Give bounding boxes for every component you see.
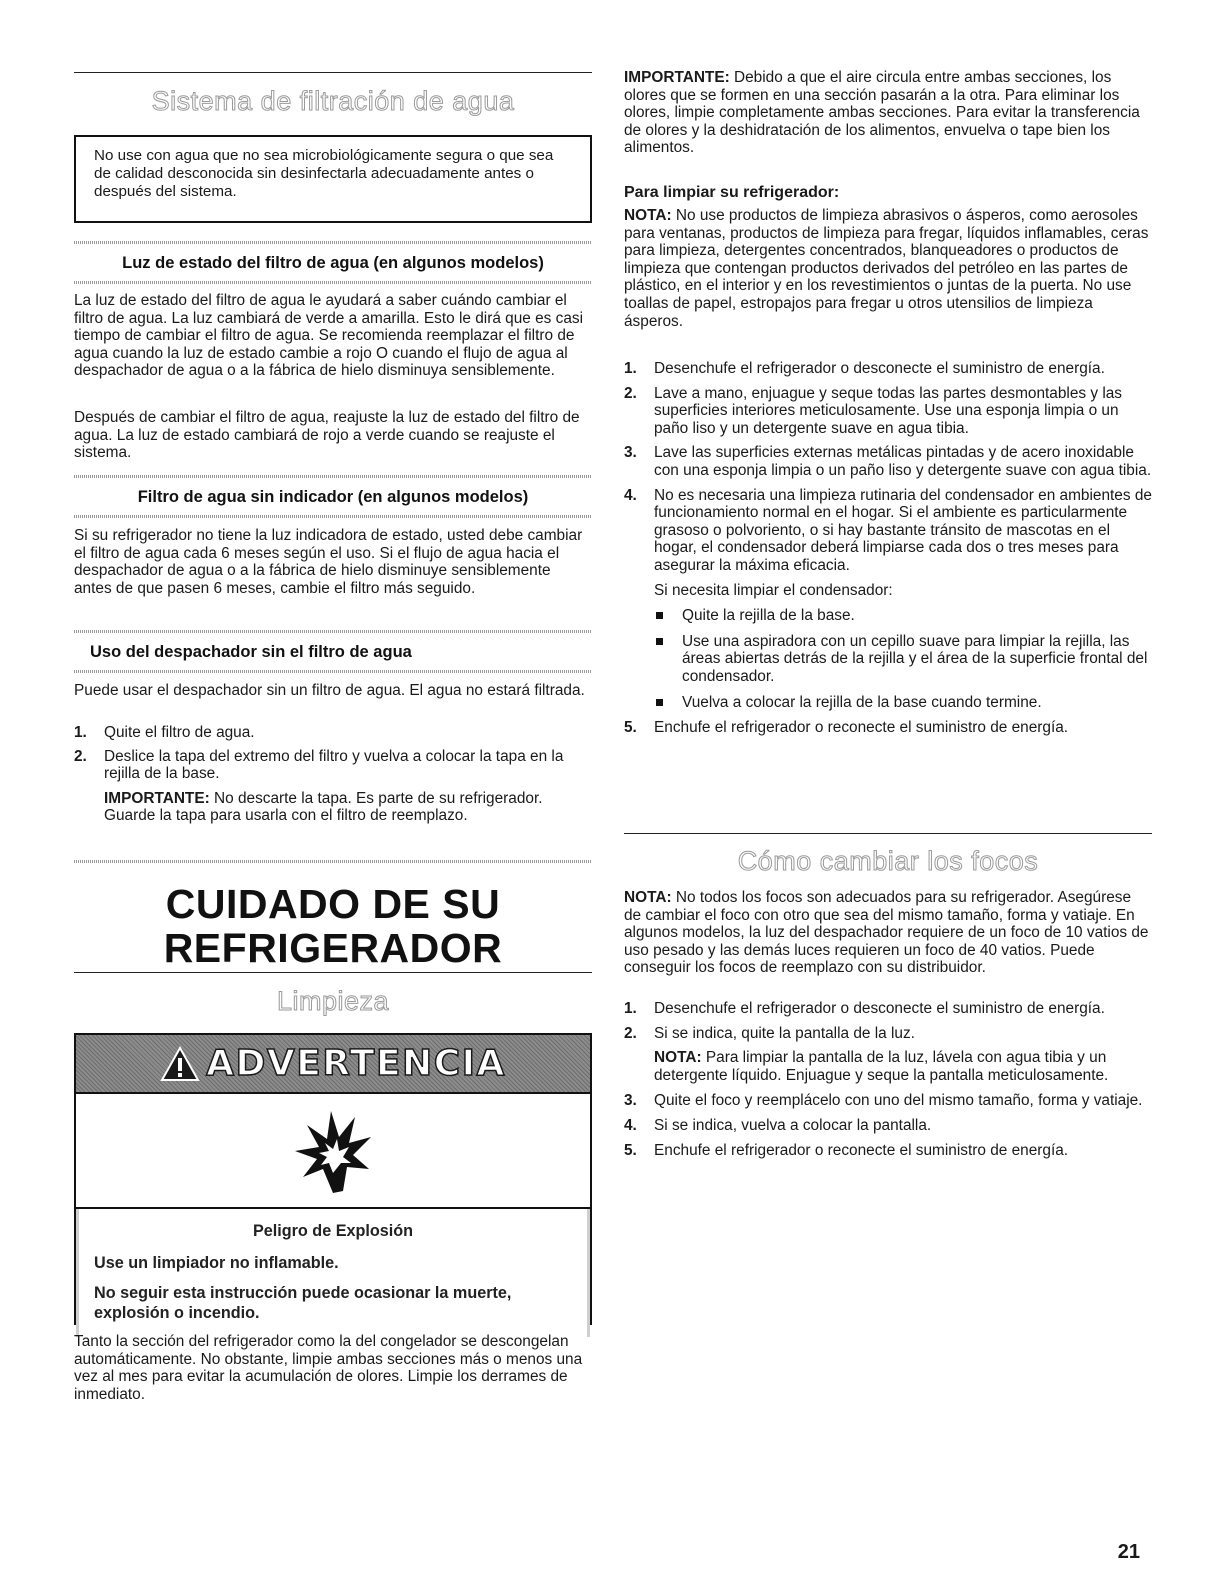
list-item: 2. Si se indica, quite la pantalla de la luz.: [624, 1024, 915, 1042]
notice-text: No use con agua que no sea microbiológicamente segura o que sea de calidad desconocida sin desinfectarla adecuadamente antes o después del sistema.: [94, 147, 554, 200]
bullet-item: Vuelva a colocar la rejilla de la base cuando termine.: [624, 694, 1152, 712]
care-title: CUIDADO DE SU REFRIGERADOR: [163, 881, 503, 971]
divider: [74, 281, 592, 284]
status-light-heading: Luz de estado del filtro de agua (en algunos modelos): [122, 254, 544, 272]
no-filter-steps: [74, 724, 592, 825]
clean-nota: NOTA: No use productos de limpieza abrasivos o ásperos, como aerosoles para ventanas, productos de limpieza para fregar, líquidos inflamables, ceras para limpieza, detergentes concentrados, blanqueadores o productos de limpieza que contengan productos derivados del petróleo en las partes de plástico, en el interior y en los revestimientos o juntas de la puerta. No use toallas de papel, estropajos para fregar u otros utensilios de limpieza ásperos.: [624, 207, 1149, 330]
warning-triangle-icon: [160, 1046, 200, 1082]
after-warning-text: Tanto la sección del refrigerador como la del congelador se descongelan automáticamente. No obstante, limpie ambas secciones más o menos una vez al mes para evitar la acumulación de olores. Limpie los derrames de inmediato.: [74, 1333, 583, 1403]
status-light-p2: Después de cambiar el filtro de agua, reajuste la luz de estado del filtro de agua. La luz de estado cambiará de rojo a verde cuando se reajuste el sistema.: [74, 409, 580, 462]
clean-steps: [624, 360, 1152, 737]
no-indicator-p1: Si su refrigerador no tiene la luz indicadora de estado, usted debe cambiar el filtro de agua cada 6 meses según el uso. Si el flujo de agua hacia el despachador de agua o a la fábrica de hielo disminuye sensiblemente antes de que pasen 6 meses, cambie el filtro más seguido.: [74, 527, 583, 597]
page-number: 21: [1117, 1541, 1140, 1563]
clean-heading: Para limpiar su refrigerador:: [624, 184, 840, 201]
status-light-p1: La luz de estado del filtro de agua le ayudará a saber cuándo cambiar el filtro de agua. La luz cambiará de verde a amarilla. Esto le dirá que es casi tiempo de cambiar el filtro de agua. Se recomienda reemplazar el filtro de agua cuando la luz de estado cambie a rojo O cuando el flujo de agua al despachador de agua o a la fábrica de hielo disminuya sensiblemente.: [74, 292, 584, 380]
divider: [74, 72, 592, 73]
list-item: 2. Lave a mano, enjuague y seque todas las partes desmontables y las superficies interiores meticulosamente. Use una esponja limpia o un paño liso y un detergente suave en agua tibia.: [624, 384, 1123, 437]
bullet-square-icon: [656, 699, 663, 706]
list-item: 5. Enchufe el refrigerador o reconecte el suministro de energía.: [624, 1141, 1069, 1159]
list-item: 5. Enchufe el refrigerador o reconecte el suministro de energía.: [624, 719, 1069, 737]
divider: [74, 630, 592, 633]
divider: [74, 670, 592, 673]
bullet-item: Quite la rejilla de la base.: [624, 607, 1152, 625]
explosion-icon: [293, 1107, 373, 1195]
bullet-square-icon: [656, 612, 663, 619]
bullet-item: Use una aspiradora con un cepillo suave para limpiar la rejilla, las áreas abiertas detrás de la rejilla y el área de la superficie frontal del condensador.: [624, 633, 1152, 686]
warning-body: [76, 1209, 590, 1337]
divider: [74, 972, 592, 973]
divider: [74, 241, 592, 244]
warning-header-text: ADVERTENCIA: [206, 1043, 506, 1084]
warning-instruction: Use un limpiador no inflamable.: [94, 1254, 339, 1272]
notice-box: [74, 135, 592, 223]
divider: [624, 833, 1152, 834]
bullet-square-icon: [656, 638, 663, 645]
divider: [74, 860, 592, 863]
no-filter-p1: Puede usar el despachador sin un filtro de agua. El agua no estará filtrada.: [74, 682, 585, 699]
list-item: 4. Si se indica, vuelva a colocar la pantalla.: [624, 1116, 932, 1134]
warning-header: [76, 1035, 590, 1094]
bulbs-nota: NOTA: No todos los focos son adecuados para su refrigerador. Asegúrese de cambiar el foco con otro que sea del mismo tamaño, forma y vatiaje. En algunos modelos, la luz del despachador requiere de un foco de 10 vatios de uso pesado y las demás luces requieren un foco de 40 vatios. Puede conseguir los focos de reemplazo con su distribuidor.: [624, 889, 1149, 977]
cleaning-title: Limpieza: [276, 986, 390, 1016]
warning-consequence: No seguir esta instrucción puede ocasionar la muerte, explosión o incendio.: [94, 1284, 512, 1322]
no-indicator-heading: Filtro de agua sin indicador (en algunos modelos): [137, 488, 529, 506]
list-item: 4. No es necesaria una limpieza rutinaria del condensador en ambientes de funcionamiento normal en el hogar. Si el ambiente es particularmente grasoso o polvoriento, o si hay bastante tránsito de mascotas en el hogar, el condensador deberá limpiarse cada dos o tres meses para asegurar la máxima eficacia.: [624, 486, 1152, 574]
bulb-steps: [624, 1000, 1152, 1159]
bulbs-title: Cómo cambiar los focos: [737, 846, 1039, 876]
no-filter-heading: Uso del despachador sin el filtro de agua: [90, 643, 412, 661]
list-item: 1. Desenchufe el refrigerador o desconecte el suministro de energía.: [624, 360, 1105, 377]
list-item: 3. Quite el foco y reemplácelo con uno del mismo tamaño, forma y vatiaje.: [624, 1092, 1143, 1110]
list-item: 1. Quite el filtro de agua.: [74, 724, 255, 741]
list-item: 3. Lave las superficies externas metálicas pintadas y de acero inoxidable con una esponja limpia o un paño liso y detergente suave con agua tibia.: [624, 444, 1152, 479]
water-filter-title: Sistema de filtración de agua: [151, 86, 515, 116]
important-note: IMPORTANTE: No descarte la tapa. Es parte de su refrigerador. Guarde la tapa para usarla con el filtro de reemplazo.: [104, 789, 543, 825]
warning-icon-area: [76, 1094, 590, 1209]
divider: [74, 475, 592, 478]
important-paragraph: IMPORTANTE: Debido a que el aire circula entre ambas secciones, los olores que se formen en una sección pasarán a la otra. Para eliminar los olores, limpie completamente ambas secciones. Para evitar la transferencia de olores y la deshidratación de los alimentos, envuelva o tape bien los alimentos.: [624, 69, 1140, 157]
warning-box: [74, 1033, 592, 1325]
condenser-intro: Si necesita limpiar el condensador:: [654, 581, 893, 599]
divider: [74, 515, 592, 518]
list-item: 1. Desenchufe el refrigerador o desconecte el suministro de energía.: [624, 1000, 1105, 1017]
bulb-nota: NOTA: Para limpiar la pantalla de la luz, lávela con agua tibia y un detergente líquido. Enjuague y seque la pantalla meticulosamente.: [654, 1049, 1109, 1084]
list-item: 2. Deslice la tapa del extremo del filtro y vuelva a colocar la tapa en la rejilla de la base.: [74, 747, 564, 783]
warning-title: Peligro de Explosión: [252, 1222, 414, 1240]
